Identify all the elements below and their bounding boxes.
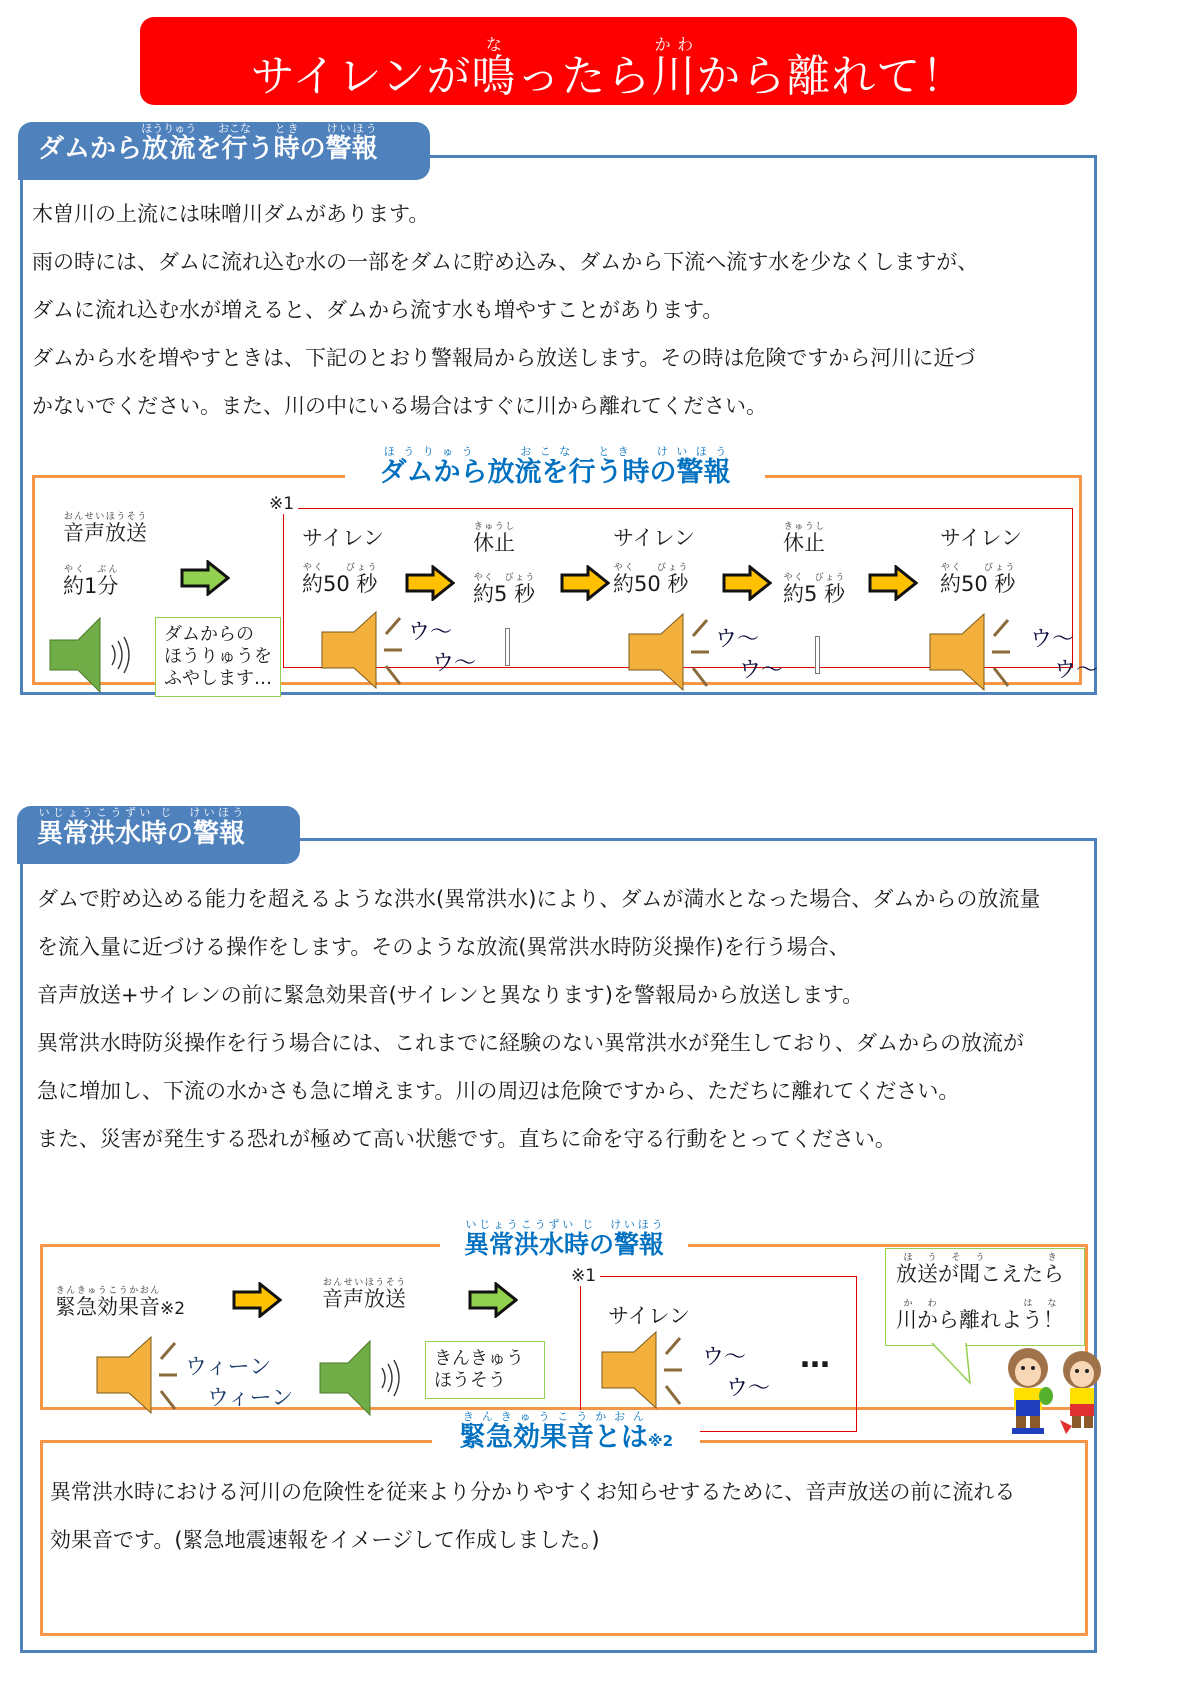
note-mark-1: ※1 — [265, 494, 298, 514]
step-duration — [302, 563, 377, 598]
section-abnormal-flood-tab — [17, 806, 300, 864]
arrow-right-yellow-icon — [560, 565, 610, 601]
step-label: 緊急効果音 — [55, 1295, 160, 1319]
ruby-part: いじょうこうずい じ — [463, 1218, 597, 1231]
ellipsis: … — [800, 1340, 830, 1375]
step-duration — [783, 573, 845, 608]
ruby-part: おこな — [520, 445, 579, 458]
step-siren: サイレン — [608, 1304, 691, 1328]
step-label: 音声放送 — [63, 521, 147, 545]
speaker-green-icon — [48, 615, 158, 695]
speech-bubble-leave-river — [885, 1248, 1085, 1346]
ruby-part: けいほう — [656, 445, 731, 458]
sound-line: ウ〜 — [702, 1345, 747, 1370]
speech-bubble-emergency — [425, 1341, 545, 1399]
ruby: かわ — [651, 35, 697, 54]
banner-text: 川 — [651, 51, 697, 102]
paragraph-line: を流入量に近づける操作をします。そのような放流(異常洪水時防災操作)を行う場合、 — [37, 935, 850, 959]
title-text: を — [195, 134, 222, 164]
banner-text: 鳴 — [471, 51, 517, 102]
ruby: な — [471, 35, 517, 54]
monkey-mascots-icon — [1000, 1340, 1120, 1440]
pause-bar-icon — [505, 628, 510, 666]
ruby: ほうそう き — [896, 1253, 1064, 1263]
sound-line: ウ〜 — [408, 620, 453, 645]
dam-release-diagram-title — [345, 445, 765, 497]
sound-line: ウ〜 — [1054, 658, 1099, 683]
ruby-part: とき — [598, 445, 638, 458]
note-mark-1: ※1 — [567, 1266, 600, 1286]
definition-line: 効果音です。(緊急地震速報をイメージして作成しました。) — [50, 1528, 600, 1552]
ruby: かわ はな — [896, 1299, 1064, 1309]
step-label: 休止 — [783, 531, 825, 555]
ruby: きんきゅうこうかおん — [458, 1410, 648, 1423]
step-siren: サイレン — [940, 526, 1023, 550]
arrow-right-green-icon — [180, 560, 230, 596]
title-text: う — [247, 134, 274, 164]
step-duration — [63, 565, 118, 600]
ruby-part: いじょうこうずい じ — [37, 806, 175, 819]
speaker-orange-icon — [95, 1335, 185, 1415]
paragraph-line: 音声放送+サイレンの前に緊急効果音(サイレンと異なります)を警報局から放送します。 — [37, 983, 864, 1007]
abnormal-flood-diagram-title — [440, 1218, 688, 1268]
speaker-orange-icon — [320, 610, 410, 690]
bubble-text: 川から離れよう！ — [896, 1308, 1064, 1332]
arrow-right-yellow-icon — [722, 565, 772, 601]
note-mark: ※2 — [647, 1432, 674, 1450]
duration-text: 約50 秒 — [302, 572, 378, 596]
duration-text: 約50 秒 — [940, 572, 1016, 596]
title-text: 警報 — [325, 134, 378, 164]
title-text: 放 — [141, 134, 170, 164]
ruby: おんせいほうそう — [63, 512, 147, 522]
bubble-line — [896, 1297, 1074, 1343]
definition-body — [50, 1468, 1080, 1564]
definition-line: 異常洪水時における河川の危険性を従来より分かりやすくお知らせするために、音声放送の前に流れる — [50, 1480, 1016, 1504]
sound-line: ウ〜 — [1030, 627, 1075, 652]
title-text: の — [299, 134, 326, 164]
step-siren: サイレン — [302, 526, 385, 550]
step-label: 音声放送 — [322, 1287, 406, 1311]
ruby: おこな — [218, 122, 252, 135]
ruby: ほうりゅう — [141, 122, 197, 135]
arrow-right-yellow-icon — [405, 565, 455, 601]
ruby-part: けいほう — [189, 806, 246, 819]
sound-line: ウィーン — [207, 1386, 294, 1411]
banner-text: から離れて！ — [696, 51, 967, 102]
ruby: きゅうし — [473, 522, 515, 532]
arrow-right-yellow-icon — [232, 1282, 282, 1318]
paragraph-line: ダムから水を増やすときは、下記のとおり警報局から放送します。その時は危険ですから河川に近づ — [32, 346, 976, 370]
bubble-tail-icon — [930, 1343, 990, 1385]
section-title — [37, 806, 246, 849]
paragraph-line: かないでください。また、川の中にいる場合はすぐに川から離れてください。 — [32, 394, 767, 418]
title-text: 時 — [273, 134, 300, 164]
banner-title — [140, 35, 1077, 108]
bubble-line: ほうそう — [434, 1370, 506, 1391]
title-text: ダムから — [38, 134, 143, 164]
ruby: やく びょう — [783, 573, 846, 583]
step-pause — [473, 522, 515, 557]
arrow-right-green-icon — [468, 1282, 518, 1318]
speech-bubble-release — [155, 617, 281, 697]
step-voice-broadcast — [63, 512, 147, 547]
section-title — [38, 122, 378, 164]
duration-text: 約50 秒 — [613, 572, 689, 596]
diagram-title-text: 異常洪水時の警報 — [463, 1230, 664, 1259]
step-duration — [613, 563, 688, 598]
siren-sound-text — [702, 1340, 770, 1402]
duration-text: 約5 秒 — [783, 582, 846, 606]
step-duration — [473, 573, 535, 608]
section2-body — [37, 875, 1087, 1163]
definition-title-text: 緊急効果音とは — [458, 1422, 648, 1453]
paragraph-line: 雨の時には、ダムに流れ込む水の一部をダムに貯め込み、ダムから下流へ流す水を少なくしますが、 — [32, 250, 979, 274]
step-emergency-sound — [55, 1286, 185, 1321]
title-text: 行 — [218, 134, 252, 164]
paragraph-line: 異常洪水時防災操作を行う場合には、これまでに経験のない異常洪水が発生しており、ダムからの放流が — [37, 1031, 1024, 1055]
speaker-orange-icon — [627, 612, 717, 692]
diagram-title-text: ダムから放流を行う時の警報 — [379, 457, 731, 488]
sound-line: ウ〜 — [432, 651, 477, 676]
ruby: おんせいほうそう — [322, 1278, 406, 1288]
speaker-orange-icon — [928, 612, 1018, 692]
siren-sound-text — [715, 622, 783, 684]
ruby: やく びょう — [473, 573, 536, 583]
section-dam-release-tab — [18, 122, 430, 180]
bubble-line: ダムからの — [164, 624, 254, 645]
bubble-line: ほうりゅうを — [164, 646, 272, 667]
title-text: 流 — [169, 134, 197, 164]
duration-text: 約1分 — [63, 574, 119, 598]
speaker-green-icon — [318, 1338, 428, 1418]
ruby: やく びょう — [302, 563, 378, 573]
step-label: 休止 — [473, 531, 515, 555]
arrow-right-yellow-icon — [868, 565, 918, 601]
duration-text: 約5 秒 — [473, 582, 536, 606]
ruby-part: ほうりゅう — [379, 445, 482, 458]
paragraph-line: また、災害が発生する恐れが極めて高い状態です。直ちに命を守る行動をとってください。 — [37, 1127, 896, 1151]
sound-line: ウ〜 — [715, 627, 760, 652]
bubble-text: 放送が聞こえたら — [896, 1262, 1064, 1286]
paragraph-line: ダムで貯め込める能力を超えるような洪水(異常洪水)により、ダムが満水となった場合、ダムからの放流量 — [37, 887, 1041, 911]
pause-bar-icon — [815, 636, 820, 674]
ruby: やく びょう — [613, 563, 689, 573]
bubble-line: きんきゅう — [434, 1348, 524, 1369]
title-banner — [140, 17, 1077, 105]
ruby — [37, 806, 245, 819]
note-mark: ※2 — [160, 1299, 186, 1319]
ruby: やく ぶん — [63, 565, 119, 575]
step-pause — [783, 522, 825, 557]
ruby: けいほう — [325, 122, 378, 135]
ruby — [464, 1218, 664, 1231]
bubble-line — [896, 1251, 1074, 1297]
ruby — [380, 445, 731, 458]
emergency-sound-text — [185, 1350, 293, 1412]
step-voice-broadcast — [322, 1278, 406, 1313]
ruby: きんきゅうこうかおん — [55, 1286, 160, 1296]
ruby: とき — [273, 122, 300, 135]
paragraph-line: ダムに流れ込む水が増えると、ダムから流す水も増やすことがあります。 — [32, 298, 724, 322]
definition-title — [432, 1410, 700, 1462]
speaker-orange-icon — [600, 1330, 690, 1410]
siren-sound-text — [408, 615, 476, 677]
siren-sound-text — [1030, 622, 1098, 684]
title-text: 異常洪水時の警報 — [37, 819, 246, 849]
banner-text: サイレンが — [250, 51, 472, 102]
banner-text: ったら — [516, 51, 652, 102]
sound-line: ウ〜 — [726, 1376, 771, 1401]
sound-line: ウィーン — [185, 1355, 272, 1380]
step-siren: サイレン — [613, 526, 696, 550]
ruby: やく びょう — [940, 563, 1016, 573]
ruby: きゅうし — [783, 522, 825, 532]
step-duration — [940, 563, 1015, 598]
sound-line: ウ〜 — [739, 658, 784, 683]
paragraph-line: 急に増加し、下流の水かさも急に増えます。川の周辺は危険ですから、ただちに離れてください。 — [37, 1079, 960, 1103]
paragraph-line: 木曽川の上流には味噌川ダムがあります。 — [32, 202, 430, 226]
ruby-part: けいほう — [610, 1218, 665, 1231]
section1-body — [32, 190, 1082, 430]
bubble-line: ふやします… — [164, 668, 272, 689]
